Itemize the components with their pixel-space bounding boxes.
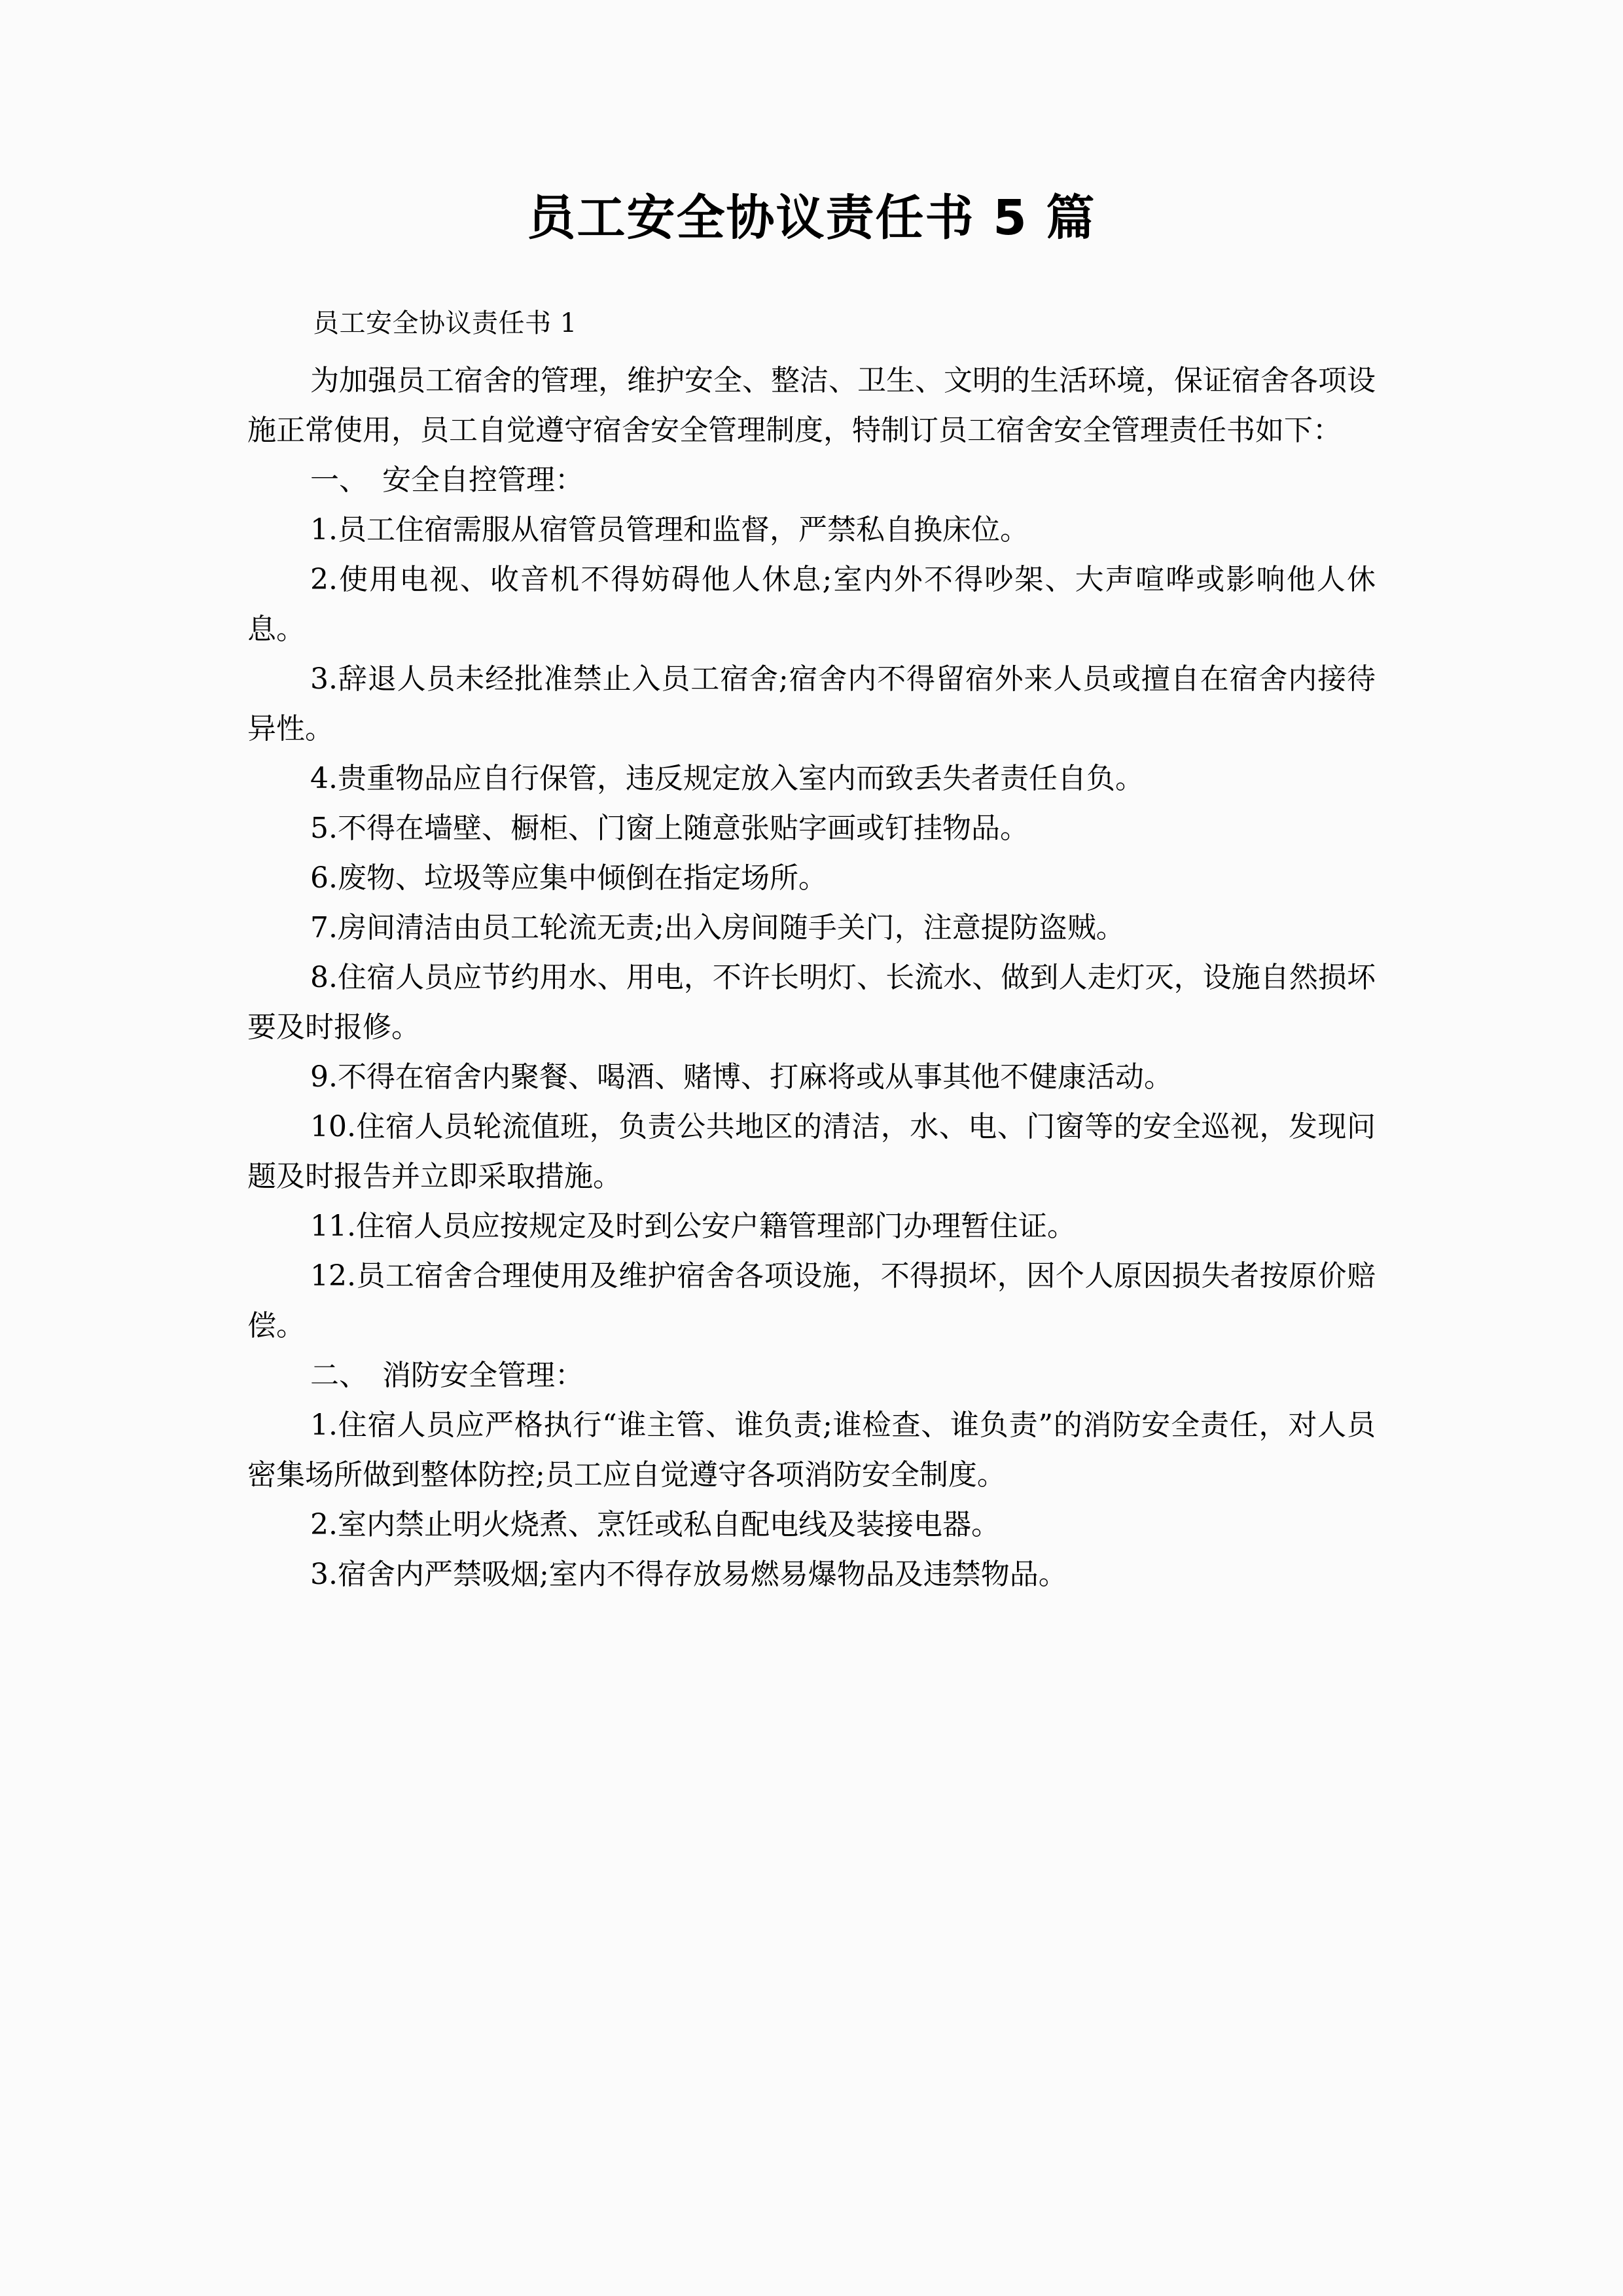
section-heading: 二、 消防安全管理： [310,1359,584,1392]
list-item: 12.员工宿舍合理使用及维护宿舍各项设施，不得损坏，因个人原因损失者按原价赔偿。 [247,1259,1376,1342]
list-item: 7.房间清洁由员工轮流无责;出入房间随手关门，注意提防盗贼。 [310,911,1125,944]
list-item: 10.住宿人员轮流值班，负责公共地区的清洁，水、电、门窗等的安全巡视，发现问题及时报告并立即采取措施。 [247,1110,1376,1193]
list-item: 4.贵重物品应自行保管，违反规定放入室内而致丢失者责任自负。 [310,762,1144,795]
document-subtitle: 员工安全协议责任书 1 [313,308,577,338]
list-item: 3.宿舍内严禁吸烟;室内不得存放易燃易爆物品及违禁物品。 [310,1558,1067,1591]
list-item: 2.使用电视、收音机不得妨碍他人休息;室内外不得吵架、大声喧哗或影响他人休息。 [247,563,1376,646]
list-item: 11.住宿人员应按规定及时到公安户籍管理部门办理暂住证。 [310,1210,1076,1243]
section-heading: 一、 安全自控管理： [310,463,584,497]
list-item: 9.不得在宿舍内聚餐、喝酒、赌博、打麻将或从事其他不健康活动。 [310,1060,1173,1094]
paragraph: 为加强员工宿舍的管理，维护安全、整洁、卫生、文明的生活环境，保证宿舍各项设施正常使用，员工自觉遵守宿舍安全管理制度，特制订员工宿舍安全管理责任书如下： [247,364,1376,447]
list-item: 2.室内禁止明火烧煮、烹饪或私自配电线及装接电器。 [310,1508,1000,1541]
list-item: 3.辞退人员未经批准禁止入员工宿舍;宿舍内不得留宿外来人员或擅自在宿舍内接待异性。 [247,662,1376,745]
list-item: 6.废物、垃圾等应集中倾倒在指定场所。 [310,861,827,895]
list-item: 1.住宿人员应严格执行“谁主管、谁负责;谁检查、谁负责”的消防安全责任，对人员密集场所做到整体防控;员工应自觉遵守各项消防安全制度。 [247,1408,1376,1492]
document-content [247,0,1376,1600]
list-item: 8.住宿人员应节约用水、用电，不许长明灯、长流水、做到人走灯灭，设施自然损坏要及时报修。 [247,961,1376,1044]
page-title: 员工安全协议责任书 5 篇 [527,190,1096,246]
list-item: 5.不得在墙壁、橱柜、门窗上随意张贴字画或钉挂物品。 [310,812,1029,845]
document-body [247,336,1376,1600]
list-item: 1.员工住宿需服从宿管员管理和监督，严禁私自换床位。 [310,513,1029,547]
